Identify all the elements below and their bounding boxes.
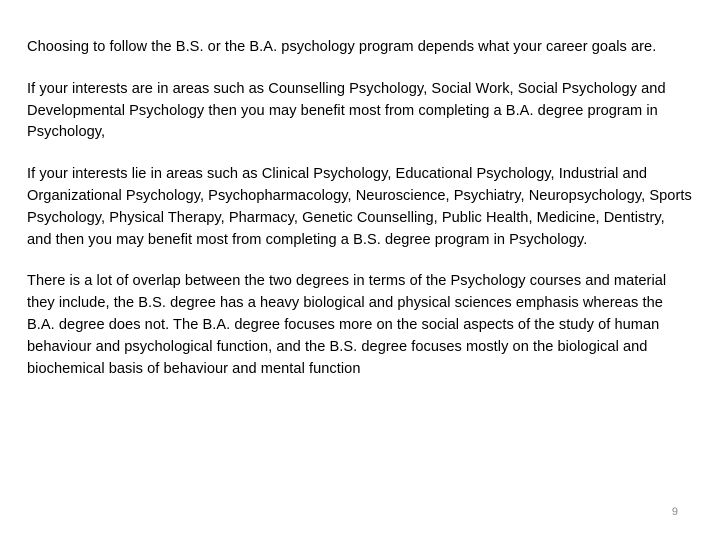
paragraph-intro: Choosing to follow the B.S. or the B.A. psychology program depends what your career goals are.	[27, 39, 657, 55]
slide-body	[27, 37, 692, 400]
paragraph-bs-interests: If your interests lie in areas such as Clinical Psychology, Educational Psychology, Industrial and Organizational Psychology, Psychopharmacology, Neuroscience, Psychiatry, Neuropsychology, Sports Psychology, Physical Therapy, Pharmacy, Genetic Counselling, Public Health, Medicine, Dentistry, and then you may benefit most from completing a B.S. degree program in Psychology.	[27, 166, 692, 248]
paragraph-overlap: There is a lot of overlap between the two degrees in terms of the Psychology courses and material they include, the B.S. degree has a heavy biological and physical sciences emphasis whereas the B.A. degree does not. The B.A. degree focuses more on the social aspects of the study of human behaviour and psychological function, and the B.S. degree focuses mostly on the biological and biochemical basis of behaviour and mental function	[27, 273, 667, 377]
page-number: 9	[671, 506, 678, 518]
paragraph-ba-interests: If your interests are in areas such as Counselling Psychology, Social Work, Social Psychology and Developmental Psychology then you may benefit most from completing a B.A. degree program in Psychology,	[27, 80, 666, 141]
